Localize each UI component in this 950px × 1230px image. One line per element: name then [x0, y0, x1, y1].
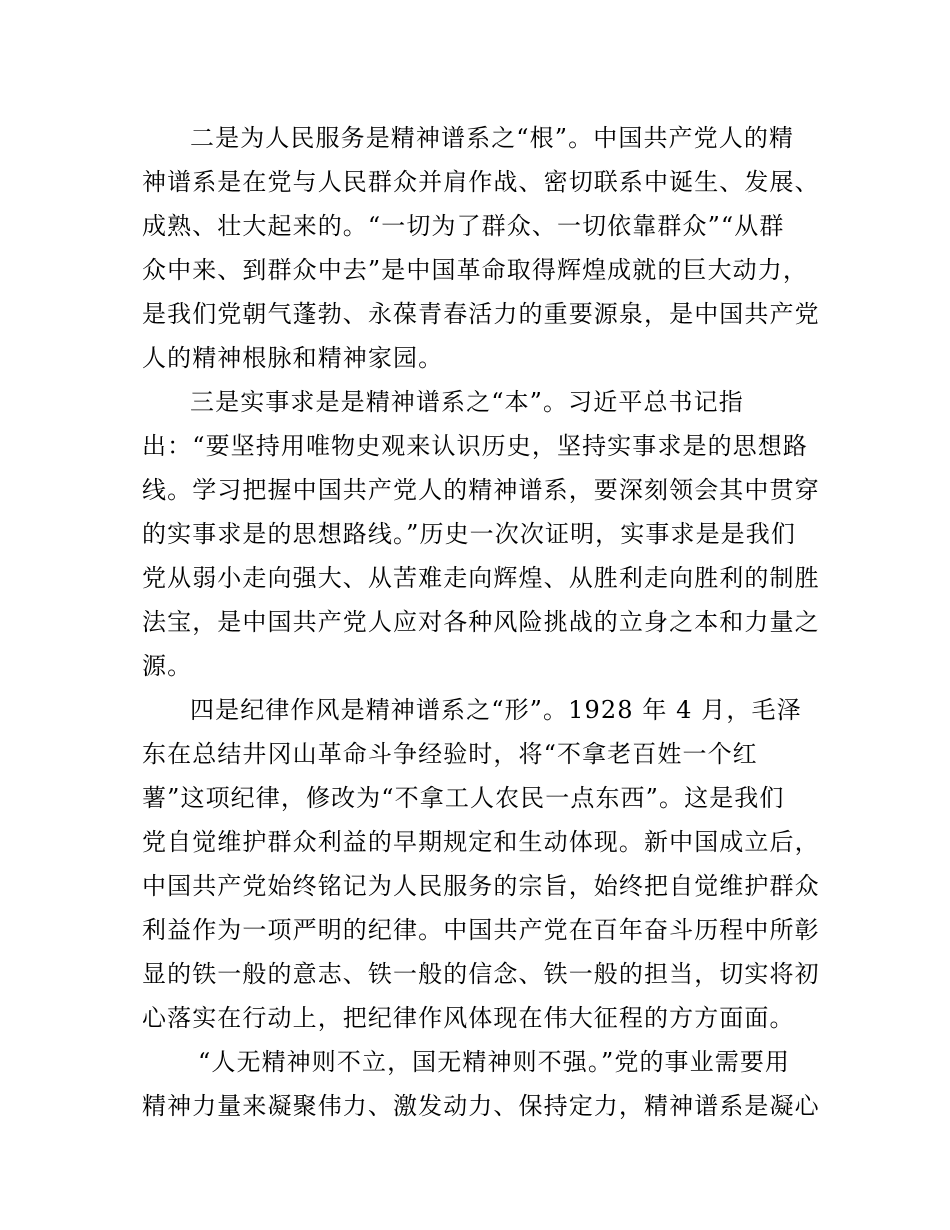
text-line: 利益作为一项严明的纪律。中国共产党在百年奋斗历程中所彰: [142, 916, 820, 944]
text-line: 东在总结井冈山革命斗争经验时，将“不拿老百姓一个红: [142, 740, 758, 768]
text-line: 四是纪律作风是精神谱系之“形”。1928 年 4 月，毛泽: [190, 696, 802, 724]
text-line: 薯”这项纪律，修改为“不拿工人农民一点东西”。这是我们: [142, 784, 785, 812]
text-line: 源。: [142, 652, 193, 680]
text-line: 是我们党朝气蓬勃、永葆青春活力的重要源泉，是中国共产党: [142, 300, 820, 328]
text-line: 精神力量来凝聚伟力、激发动力、保持定力，精神谱系是凝心: [142, 1092, 820, 1120]
text-line: 法宝，是中国共产党人应对各种风险挑战的立身之本和力量之: [142, 608, 820, 636]
text-line: 人的精神根脉和精神家园。: [142, 344, 444, 372]
text-line: 显的铁一般的意志、铁一般的信念、铁一般的担当，切实将初: [142, 960, 820, 988]
text-line: 三是实事求是是精神谱系之“本”。习近平总书记指: [190, 388, 744, 416]
text-line: 成熟、壮大起来的。“一切为了群众、一切依靠群众”“从群: [142, 212, 785, 240]
text-line: 党从弱小走向强大、从苦难走向辉煌、从胜利走向胜利的制胜: [142, 564, 820, 592]
text-line: 党自觉维护群众利益的早期规定和生动体现。新中国成立后，: [142, 828, 820, 856]
text-line: 线。学习把握中国共产党人的精神谱系，要深刻领会其中贯穿: [142, 476, 820, 504]
text-line: 神谱系是在党与人民群众并肩作战、密切联系中诞生、发展、: [142, 168, 820, 196]
text-line: 二是为人民服务是精神谱系之“根”。中国共产党人的精: [190, 124, 795, 152]
text-line: 众中来、到群众中去”是中国革命取得辉煌成就的巨大动力，: [142, 256, 808, 284]
text-line: “人无精神则不立，国无精神则不强。”党的事业需要用: [198, 1048, 791, 1076]
text-line: 的实事求是的思想路线。”历史一次次证明，实事求是是我们: [142, 520, 796, 548]
text-line: 心落实在行动上，把纪律作风体现在伟大征程的方方面面。: [142, 1004, 795, 1032]
text-line: 出：“要坚持用唯物史观来认识历史，坚持实事求是的思想路: [142, 432, 808, 460]
text-line: 中国共产党始终铭记为人民服务的宗旨，始终把自觉维护群众: [142, 872, 820, 900]
